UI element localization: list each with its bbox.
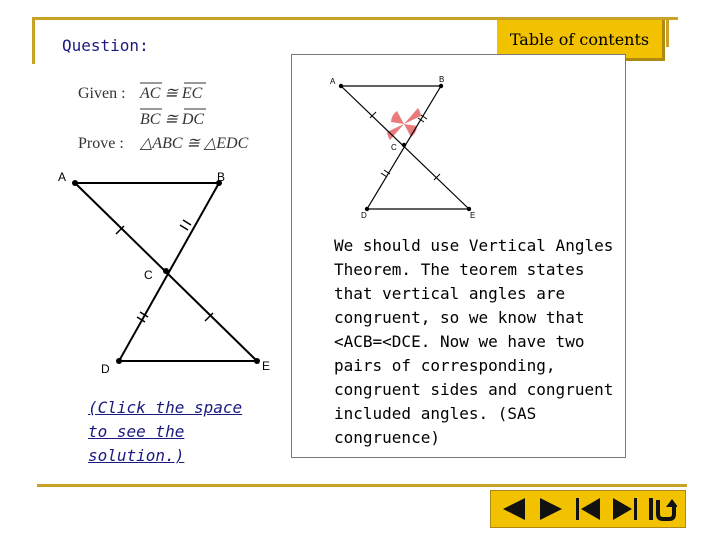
label-c: C: [144, 268, 153, 282]
small-label-e: E: [470, 211, 476, 220]
label-a: A: [58, 170, 67, 184]
main-triangle-figure: [55, 165, 285, 377]
last-icon[interactable]: [607, 494, 643, 524]
prove-statement: △ABC ≅ △EDC: [140, 135, 249, 152]
given-label: Given :: [78, 85, 126, 102]
small-triangle-figure: [327, 72, 482, 220]
given-statement-1: AC ≅ EC: [140, 85, 203, 102]
return-icon[interactable]: [644, 494, 680, 524]
small-label-b: B: [439, 75, 445, 84]
prove-label: Prove :: [78, 135, 124, 152]
question-label: Question:: [62, 36, 149, 55]
frame-bottom-rule: [37, 484, 687, 487]
frame-left-rule: [32, 17, 35, 64]
next-icon[interactable]: [533, 494, 569, 524]
small-label-d: D: [361, 211, 367, 220]
navigation-bar: [490, 490, 686, 528]
table-of-contents-button[interactable]: Table of contents: [497, 20, 665, 61]
frame-right-rule: [666, 17, 669, 47]
solution-text: We should use Vertical Angles Theorem. The teorem states that vertical angles are congruent, so we know that <ACB=<DCE. Now we have two pairs of corresponding, congruent sides and congruent included angles. (SAS congruence): [334, 236, 614, 447]
first-icon[interactable]: [570, 494, 606, 524]
given-prove-block: [72, 80, 312, 160]
label-d: D: [101, 362, 110, 376]
previous-icon[interactable]: [496, 494, 532, 524]
label-e: E: [262, 359, 271, 373]
small-label-a: A: [330, 77, 336, 86]
label-b: B: [217, 170, 226, 184]
click-solution-hint[interactable]: (Click the space to see the solution.): [88, 398, 243, 465]
given-statement-2: BC ≅ DC: [140, 111, 205, 128]
small-label-c: C: [391, 143, 397, 152]
